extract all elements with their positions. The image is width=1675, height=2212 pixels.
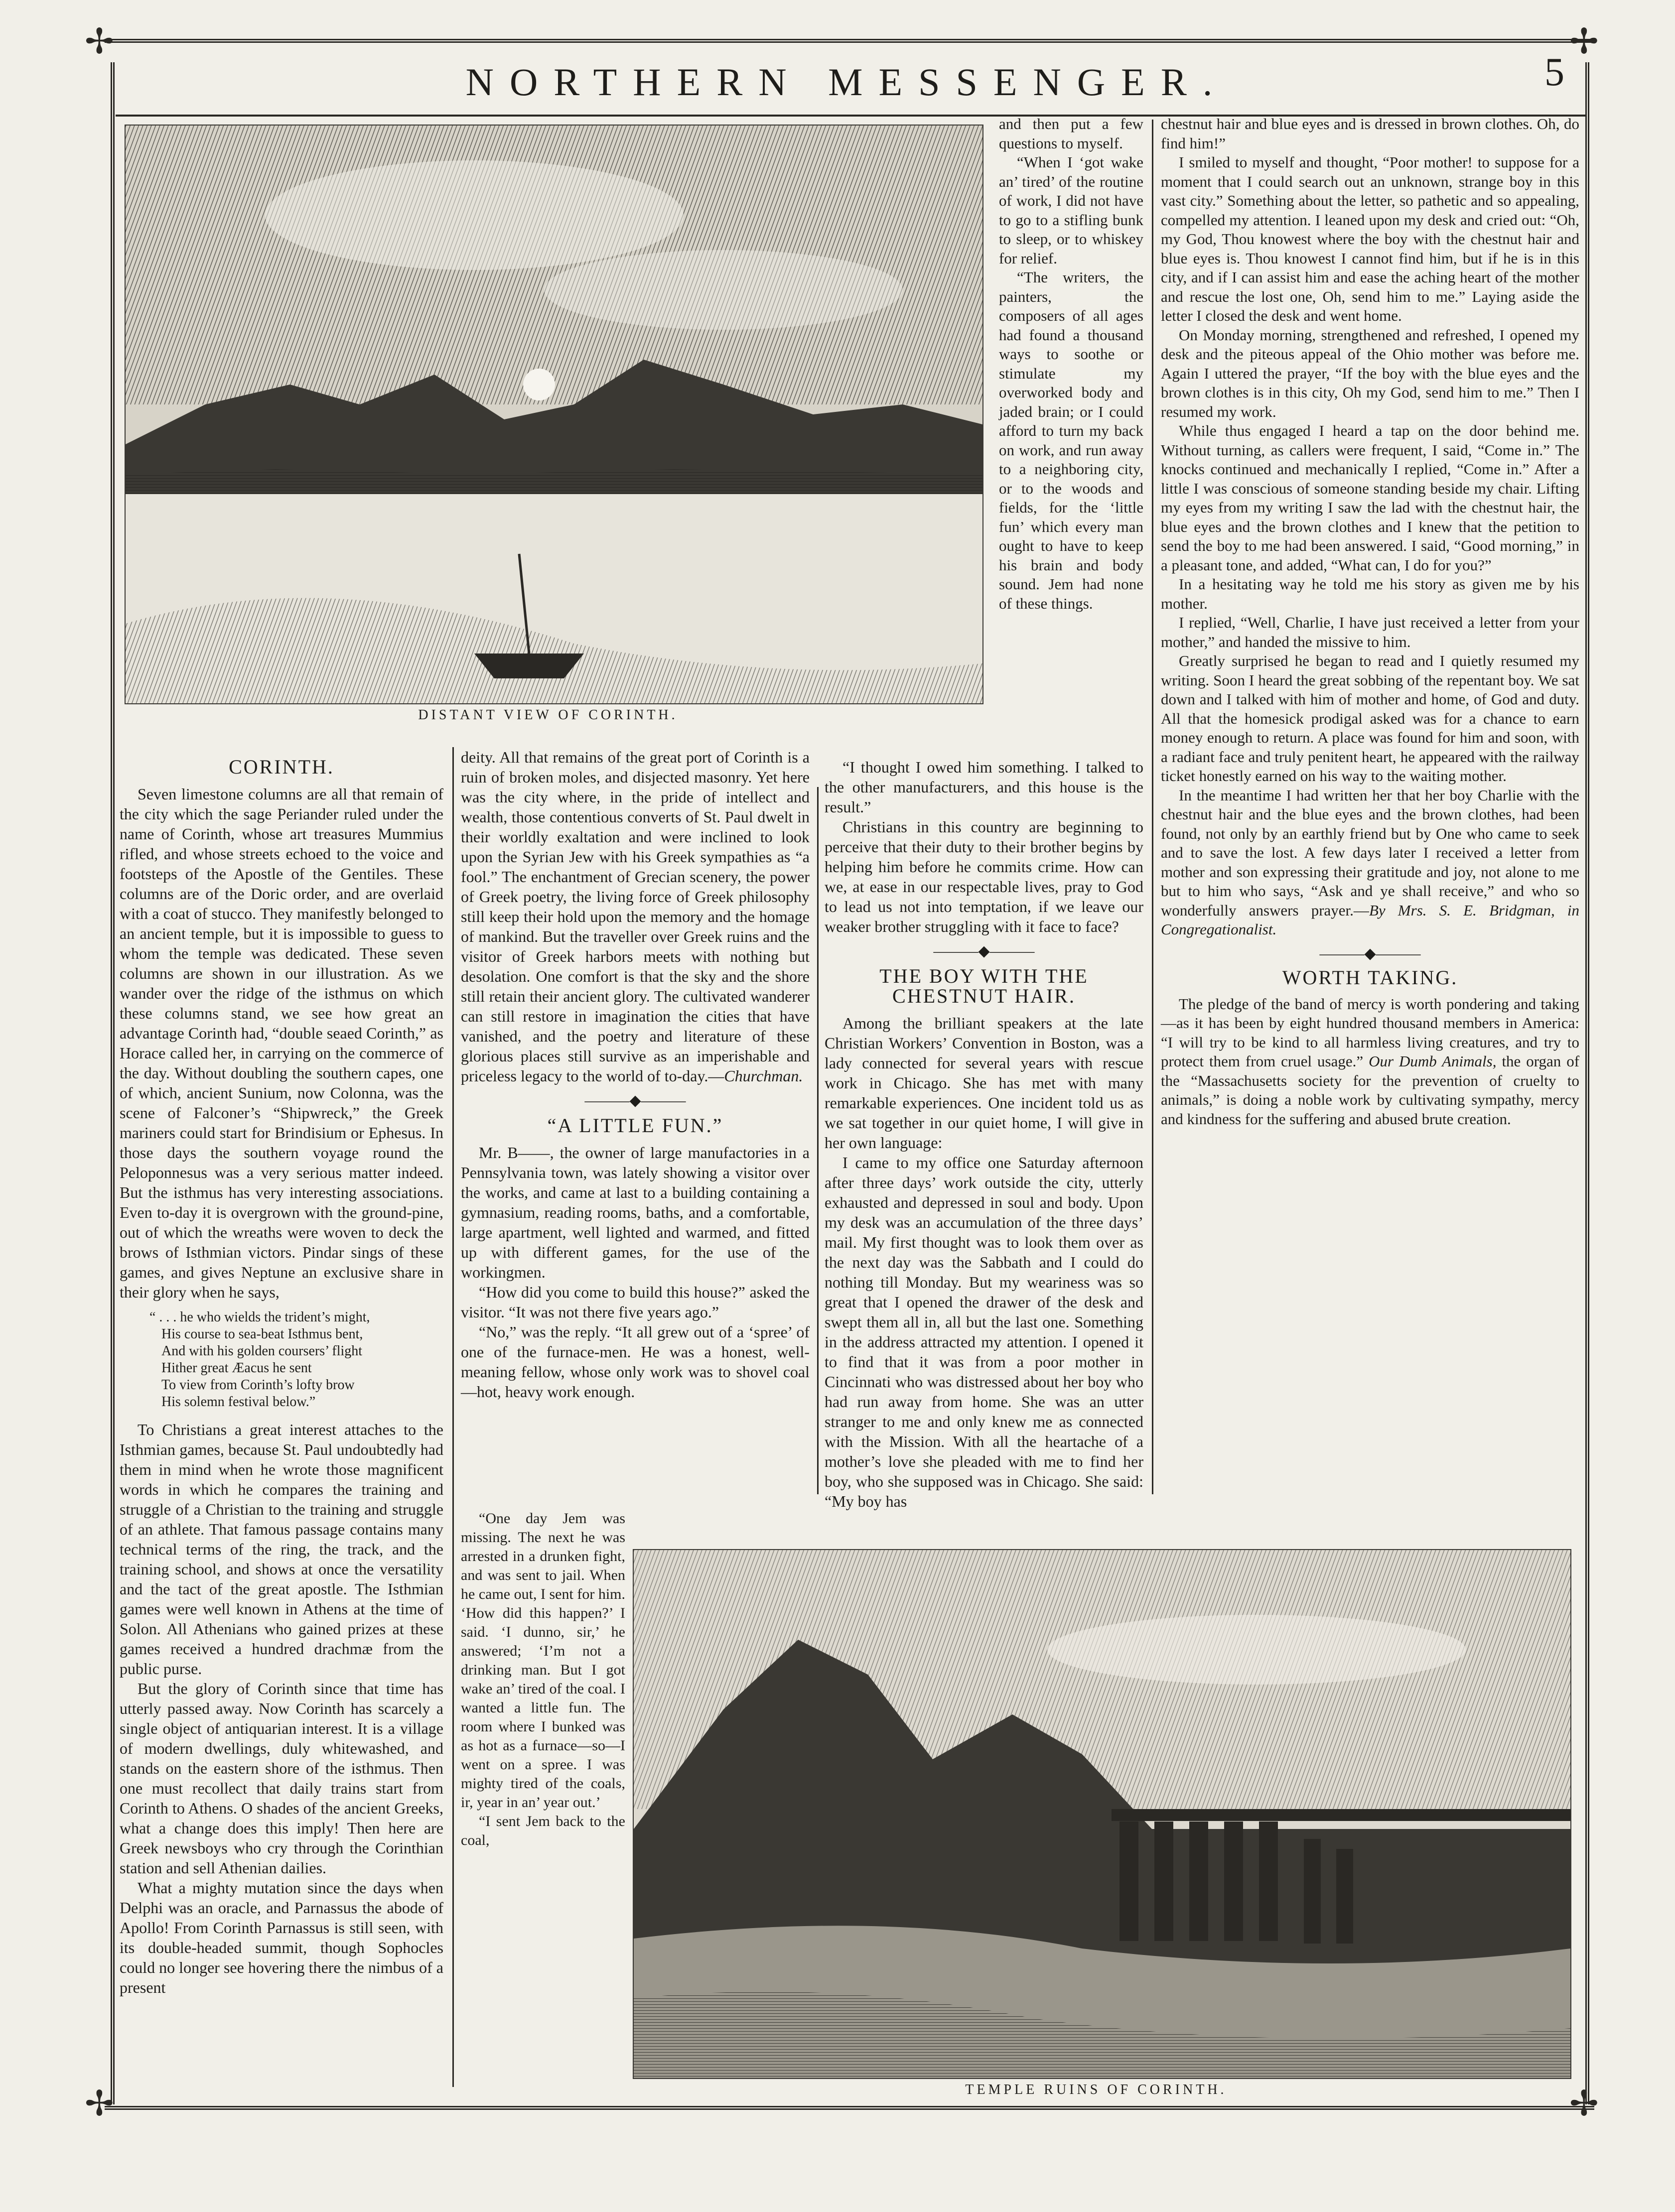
source-credit: By Mrs. S. E. Bridgman, in Congregationalist. bbox=[1161, 901, 1579, 938]
masthead-title: NORTHERN MESSENGER. bbox=[465, 60, 1229, 104]
paragraph: “I sent Jem back to the coal, bbox=[461, 1813, 625, 1848]
paragraph: Seven limestone columns are all that remain of the city which the sage Periander ruled under the name of Corinth, whose art treasures Mummius rifled, and whose streets echoed to the voice and footsteps of the Apostle of the Gentiles. These columns are of the Doric order, and are overlaid with a coat of stucco. They manifestly belonged to an ancient temple, but it is impossible to guess to whom the temple was dedicated. These seven columns are shown in our illustration. As we wander over the ridge of the isthmus on which these columns stand, we see how great an advantage Corinth had, “double seaed Corinth,” as Horace called her, in carrying on the commerce of the day. Without doubling the southern capes, one of which, ancient Sunium, now Colonna, was the scene of Falconer’s “Shipwreck,” the Greek mariners could start for Brindisium or Ephesus. In those days the southern voyage round the Peloponnesus was a very serious matter indeed. But the isthmus has very interesting associations. Even to-day it is overgrown with the ground-pine, out of which the wreaths were woven to deck the brows of Isthmian victors. Pindar sings of these games, and gives Neptune an exclusive share in their glory when he says, bbox=[120, 785, 443, 1301]
paragraph: chestnut hair and blue eyes and is dressed in brown clothes. Oh, do find him!” bbox=[1161, 115, 1579, 152]
paragraph: But the glory of Corinth since that time has utterly passed away. Now Corinth has scarcely a single object of antiquarian interest. It is a village of modern dwellings, duly whitewashed, and stands on the eastern shore of the isthmus. Then one must recollect that daily trains start from Corinth to Athens. O shades of the ancient Greeks, what a change does this imply! Then here are Greek newsboys who cry through the Corinthian station and sell Athenian dailies. bbox=[120, 1680, 443, 1877]
column-3-narrow bbox=[999, 115, 1143, 613]
poem-line: And with his golden coursers’ flight bbox=[161, 1343, 363, 1359]
column-1 bbox=[120, 752, 443, 1997]
little-fun-heading: “A LITTLE FUN.” bbox=[547, 1114, 723, 1137]
paragraph: To Christians a great interest attaches to the Isthmian games, because St. Paul undoubtedly had them in mind when he wrote those magnificent words in which he compares the training and struggle of a Christian to the training and struggle of an athlete. That famous passage contains many technical terms of the ring, the track, and the training school, and shows at once the versatility and the tact of the great apostle. The Isthmian games were well known in Athens at the time of Solon. All Athenians who gained prizes at these games received a hundred drachmæ from the public purse. bbox=[120, 1421, 443, 1678]
paragraph: Christians in this country are beginning to perceive that their duty to their brother begins by helping him before he commits crime. How can we, at ease in our respectable lives, pray to God to lead us not into temptation, if we leave our weaker brother struggling with it face to face? bbox=[825, 818, 1143, 935]
frame-left-rule bbox=[111, 62, 115, 2104]
paragraph-text: The pledge of the band of mercy is worth pondering and taking—as it has been by eight hundred thousand members in America: “I will try to be kind to all harmless living creatures, and try to protect them from cruel usage.” bbox=[1161, 995, 1579, 1070]
paragraph: “When I ‘got wake an’ tired’ of the routine of work, I did not have to go to a stifling bunk to sleep, or to whiskey for relief. bbox=[999, 153, 1143, 267]
paragraph: Among the brilliant speakers at the late Christian Workers’ Convention in Boston, was a lady connected for several years with rescue work in Chicago. She has met with many remarkable experiences. One incident told us as we sat together in our quiet home, I will give in her own language: bbox=[825, 1014, 1143, 1152]
temple-ruins-illustration bbox=[633, 1549, 1571, 2079]
paragraph: “The writers, the painters, the composers of all ages had found a thousand ways to soothe or stimulate my overworked body and jaded brain; or I could afford to turn my back on work, and run away to a neighboring city, or to the woods and fields, for the ‘little fun’ which every man ought to have to keep his brain and body sound. Jem had none of these things. bbox=[999, 268, 1143, 612]
poem-line: His solemn festival below.” bbox=[161, 1394, 316, 1410]
temple-ruins-caption: TEMPLE RUINS OF CORINTH. bbox=[965, 2082, 1227, 2097]
page-number: 5 bbox=[1544, 50, 1564, 94]
source-credit: Churchman. bbox=[724, 1067, 803, 1085]
paragraph: “How did you come to build this house?” asked the visitor. “It was not there five years ago.” bbox=[461, 1283, 810, 1321]
paragraph: “I thought I owed him something. I talked to the other manufacturers, and this house is the result.” bbox=[825, 758, 1143, 816]
paragraph: While thus engaged I heard a tap on the door behind me. Without turning, as callers were frequent, I said, “Come in.” The knocks continued and mechanically I replied, “Come in.” After a little I was conscious of someone standing beside my chair. Lifting my eyes from my writing I saw the lad with the chestnut hair, the blue eyes and the brown clothes and I knew that the petition to send the boy to me had been answered. I said, “Good morning,” in a pleasant tone, and added, “What can, I do for you?” bbox=[1161, 422, 1579, 574]
paragraph: Greatly surprised he began to read and I quietly resumed my writing. Soon I heard the great sobbing of the repentant boy. We sat down and I talked with him of mother and home, of God and duty. All that the homesick prodigal asked was for a chance to earn money enough to return. A place was found for him and soon, with a radiant face and truly penitent heart, he appeared with the railway ticket honestly earned on his way to the waiting mother. bbox=[1161, 652, 1579, 784]
frame-right-rule bbox=[1585, 62, 1589, 2104]
paragraph bbox=[1161, 786, 1579, 939]
corner-ornament-icon: ✢ bbox=[1569, 2085, 1599, 2123]
corner-ornament-icon: ✢ bbox=[85, 23, 114, 61]
paragraph-text: deity. All that remains of the great port of Corinth is a ruin of broken moles, and disjected masonry. Yet here was the city where, in the pride of intellect and wealth, those contentious converts of St. Paul dwelt in their worldly exaltation and were inclined to look upon the Syrian Jew with his Greek sympathies as “a fool.” The enchantment of Grecian scenery, the power of Greek poetry, the living force of Greek philosophy still keep their hold upon the memory and the homage of mankind. But the traveller over Greek ruins and the visitor of Greek harbors meets with nothing but desolation. One comfort is that the sky and the shore still retain their ancient glory. The cultivated wanderer can still restore in imagination the cities that have vanished, and the poetry and literature of these glorious places still survive as an imperishable and priceless legacy to the world of to-day.— bbox=[461, 748, 810, 1085]
distant-view-caption: DISTANT VIEW OF CORINTH. bbox=[418, 707, 678, 723]
distant-view-illustration bbox=[125, 125, 983, 704]
column-divider bbox=[1152, 120, 1153, 1494]
separator-icon: ———◆——— bbox=[1319, 945, 1421, 962]
paragraph: What a mighty mutation since the days when Delphi was an oracle, and Parnassus the abode of Apollo! From Corinth Parnassus is still seen, with its double-headed summit, though Sophocles could no longer see hovering there the nimbus of a present bbox=[120, 1879, 443, 1996]
separator-icon: ———◆——— bbox=[933, 943, 1035, 959]
worth-taking-heading: WORTH TAKING. bbox=[1282, 966, 1458, 989]
paragraph: “No,” was the reply. “It all grew out of a ‘spree’ of one of the furnace-men. He was a honest, well-meaning fellow, whose only work was to shovel coal—hot, heavy work enough. bbox=[461, 1323, 810, 1401]
frame-bottom-rule bbox=[105, 2106, 1594, 2110]
paragraph: I came to my office one Saturday afternoon after three days’ work outside the city, utterly exhausted and depressed in soul and body. Upon my desk was an accumulation of the three days’ mail. My first thought was to look them over as the next day was the Sabbath and I could do nothing till Monday. But my weariness was so great that I opened the drawer of the desk and swept them all in, all but the last one. Something in the address attracted my attention. I opened it to find that it was from a poor mother in Cincinnati who was distressed about her boy who had run away from home. She was an utter stranger to me and only knew me as connected with the Mission. With all the heartache of a mother’s love she pleaded with me to find her boy, who she supposed was in Chicago. She said: “My boy has bbox=[825, 1154, 1143, 1510]
paragraph-text: In the meantime I had written her that her boy Charlie with the chestnut hair and the blue eyes and the brown clothes, had been found, not only by an earthly friend but by One who came to seek and to save the lost. A few days later I received a letter from mother and son expressing their gratitude and joy, not alone to me but to him who says, “Ask and ye shall receive,” and who so wonderfully answers prayer.— bbox=[1161, 786, 1579, 919]
paragraph-text: the organ of the “Massachusetts society for the prevention of cruelty to animals,” is doing a noble work by cultivating sympathy, mercy and kindness for the suffering and abused brute creation. bbox=[1161, 1052, 1580, 1128]
corner-ornament-icon: ✢ bbox=[85, 2085, 114, 2123]
paragraph bbox=[461, 747, 810, 1086]
chestnut-hair-heading: THE BOY WITH THE CHESTNUT HAIR. bbox=[879, 965, 1089, 1007]
poem-line: His course to sea-beat Isthmus bent, bbox=[161, 1326, 363, 1342]
paragraph: “One day Jem was missing. The next he was arrested in a drunken fight, and was sent to jail. When he came out, I sent for him. ‘How did this happen?’ I said. ‘I dunno, sir,’ he answered; ‘I’m not a drinking man. But I got wake an’ tired of the coal. I wanted a little fun. The room where I bunked was as hot as a furnace—so—I went on a spree. I was mighty tired of the coals, ir, year in an’ year out.’ bbox=[461, 1510, 625, 1811]
corinth-heading: CORINTH. bbox=[229, 756, 334, 778]
column-3 bbox=[825, 757, 1143, 1511]
column-2-narrow bbox=[461, 1509, 625, 1850]
column-4 bbox=[1161, 115, 1579, 1129]
column-divider bbox=[817, 787, 819, 1494]
paragraph: and then put a few questions to myself. bbox=[999, 115, 1143, 152]
separator-icon: ———◆——— bbox=[584, 1092, 686, 1109]
poem-line: To view from Corinth’s lofty brow bbox=[161, 1377, 355, 1393]
paragraph: Mr. B——, the owner of large manufactories in a Pennsylvania town, was lately showing a visitor over the works, and came at last to a building containing a gymnasium, reading rooms, baths, and a comfortable, large apartment, well lighted and warmed, and fitted up with different games, for the use of the workingmen. bbox=[461, 1144, 810, 1281]
column-divider bbox=[452, 747, 454, 2087]
source-credit: Our Dumb Animals, bbox=[1369, 1052, 1497, 1070]
paragraph: I replied, “Well, Charlie, I have just received a letter from your mother,” and handed the missive to him. bbox=[1161, 614, 1579, 651]
pindar-poem bbox=[149, 1309, 443, 1411]
poem-line: Hither great Æacus he sent bbox=[161, 1360, 312, 1376]
paragraph bbox=[1161, 995, 1579, 1129]
paragraph: In a hesitating way he told me his story as given me by his mother. bbox=[1161, 575, 1579, 612]
paragraph: On Monday morning, strengthened and refreshed, I opened my desk and the piteous appeal of the Ohio mother was before me. Again I uttered the prayer, “If the boy with the blue eyes and the brown clothes is in this city, Oh my God, send him to me.” Then I resumed my work. bbox=[1161, 326, 1579, 420]
frame-top-rule bbox=[105, 39, 1594, 43]
paragraph: I smiled to myself and thought, “Poor mother! to suppose for a moment that I could search out an unknown, strange boy in this vast city.” Something about the letter, so pathetic and so appealing, compelled my attention. I leaned upon my desk and cried out: “Oh, my God, Thou knowest where the boy with the chestnut hair and blue eyes is. Thou knowest I cannot find him, but if he is in this city, and if I can assist him and ease the aching heart of the mother and rescue the lost one, Oh, send him to me.” Laying aside the letter I closed the desk and went home. bbox=[1161, 153, 1579, 324]
poem-line: “ . . . he who wields the trident’s might, bbox=[149, 1309, 370, 1325]
column-2 bbox=[461, 747, 810, 1402]
corner-ornament-icon: ✢ bbox=[1569, 23, 1599, 61]
